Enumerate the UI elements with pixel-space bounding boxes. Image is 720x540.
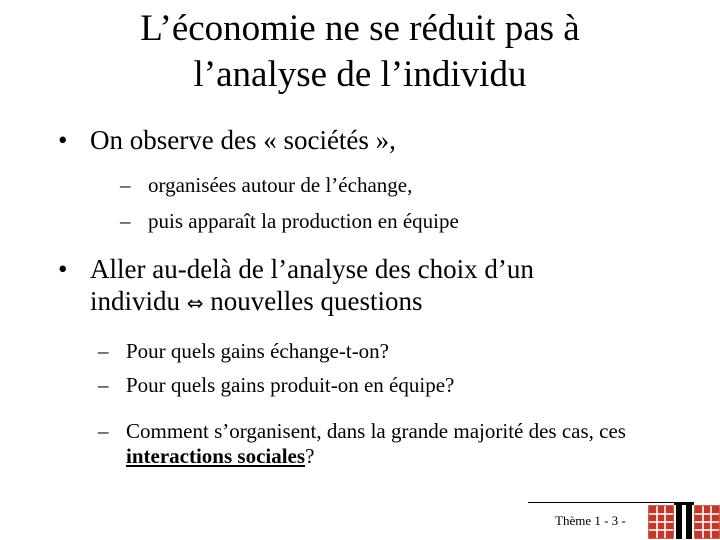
dash-marker: –	[98, 339, 109, 363]
bullet-marker: •	[58, 254, 68, 284]
sub-bullet-text-main: Comment s’organisent, dans la grande majorité des cas, ces	[126, 419, 626, 443]
slide-title-line-1: L’économie ne se réduit pas à	[140, 8, 580, 49]
dash-marker: –	[120, 209, 131, 233]
emphasized-term: interactions sociales	[126, 444, 306, 468]
slide-title-line-2: l’analyse de l’individu	[193, 54, 527, 95]
sub-bullet-text: organisées autour de l’échange,	[148, 173, 413, 197]
sub-bullet-text: Pour quels gains produit-on en équipe?	[126, 373, 455, 397]
sub-bullet-text: Pour quels gains échange-t-on?	[126, 339, 390, 363]
slide-title	[40, 6, 680, 98]
dash-marker: –	[98, 419, 109, 443]
dash-marker: –	[120, 173, 131, 197]
sub-bullet-text-tail: ?	[305, 444, 315, 468]
bullet-text-line-1: Aller au-delà de l’analyse des choix d’un	[90, 254, 534, 284]
institution-logo-icon	[648, 499, 720, 540]
sub-bullet-text	[126, 419, 671, 469]
bullet-marker: •	[58, 125, 68, 155]
double-arrow-icon: ⇔	[186, 291, 204, 315]
bullet-text: On observe des « sociétés »,	[90, 125, 396, 155]
dash-marker: –	[98, 373, 109, 397]
bullet-text	[90, 253, 658, 319]
sub-bullet-text: puis apparaît la production en équipe	[148, 209, 459, 233]
bullet-text-line-2-start: individu	[90, 286, 181, 316]
bullet-text-line-2-end: nouvelles questions	[210, 286, 423, 316]
footer-page-label: Thème 1 - 3 -	[555, 513, 626, 528]
